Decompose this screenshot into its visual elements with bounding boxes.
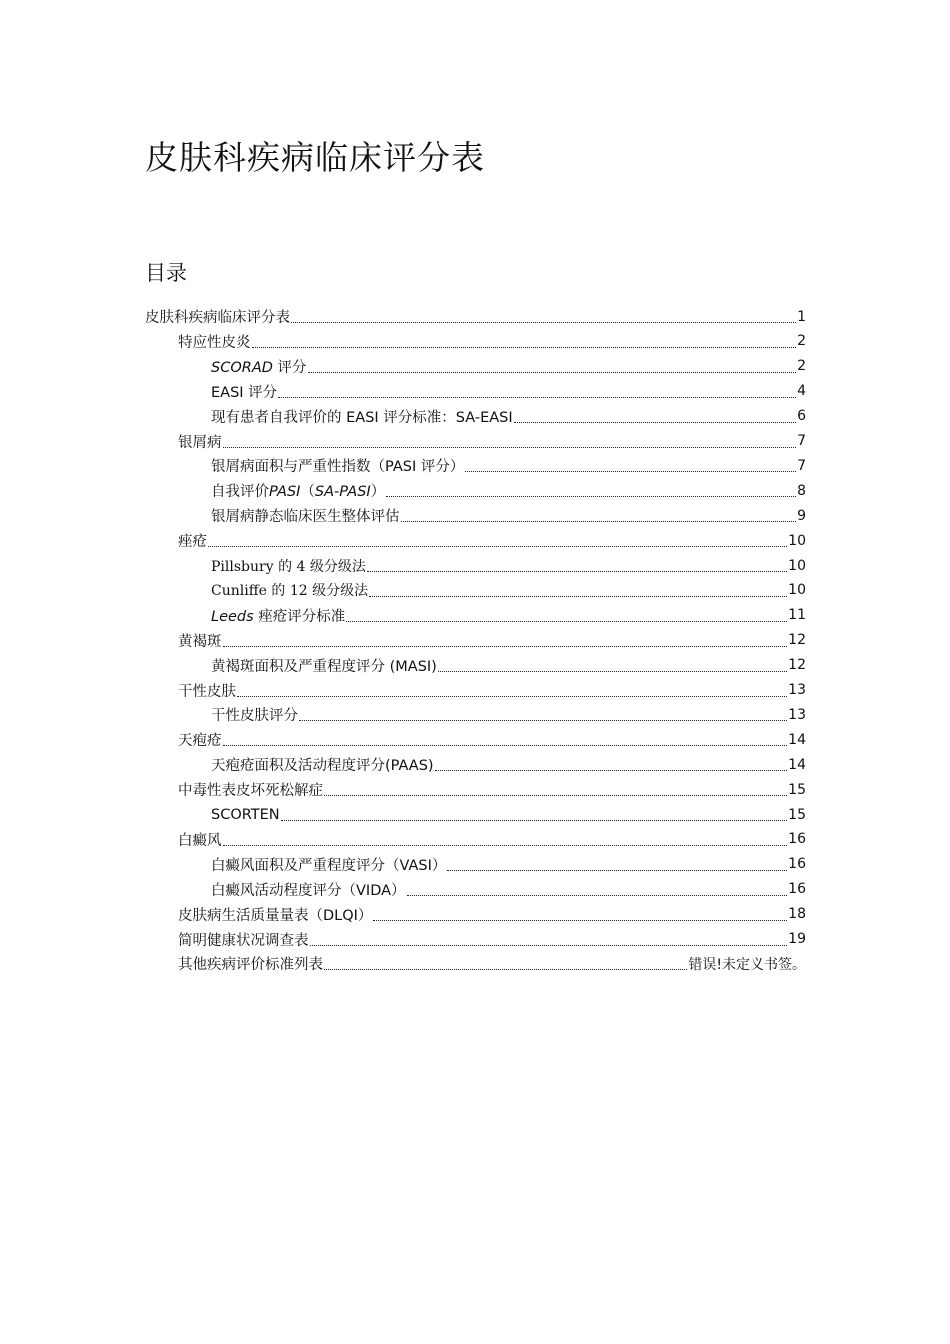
toc-leader-dots [324,967,687,970]
toc-entry[interactable] [178,927,806,952]
toc-leader-dots [308,370,797,373]
toc-entry-title [178,779,323,800]
toc-entry-title [211,406,513,427]
toc-entry-title-part: 白癜风 [178,832,222,849]
toc-leader-dots [310,943,788,946]
toc-page-number: 2 [797,358,806,375]
toc-leader-dots [369,594,787,597]
toc-leader-dots [438,669,787,672]
toc-entry-title-part: 天疱疮面积及活动程度评分(PAAS) [211,758,434,775]
toc-entry[interactable] [211,802,806,827]
toc-entry[interactable] [211,877,806,902]
toc-entry-title-part: 天疱疮 [178,733,222,750]
toc-entry-title [178,953,323,974]
toc-entry-title-part: EASI 评分 [211,384,278,401]
toc-entry[interactable] [211,404,806,429]
toc-entry-title [211,854,446,875]
toc-entry-title-part: 痤疮 [178,534,207,551]
toc-leader-dots [401,519,797,522]
toc-entry[interactable] [178,528,806,553]
toc-entry-title [178,729,222,750]
toc-page-number: 错误!未定义书签。 [688,956,806,973]
document-title: 皮肤科疾病临床评分表 [145,138,485,177]
toc-page-number: 14 [788,756,806,773]
toc-entry-title [178,929,309,950]
toc-entry-title [211,704,298,725]
toc-entry[interactable] [211,478,806,503]
toc-leader-dots [373,918,787,921]
toc-page-number: 16 [788,856,806,873]
toc-entry-title [211,455,464,476]
toc-leader-dots [278,395,796,398]
toc-entry-title [178,904,372,925]
toc-page-number: 16 [788,881,806,898]
toc-page-number: 11 [788,607,806,624]
toc-entry-title [211,381,277,402]
toc-entry-title-part: SCORTEN [211,806,280,823]
toc-entry-title [178,630,222,651]
toc-entry[interactable] [178,727,806,752]
toc-entry[interactable] [211,354,806,379]
toc-page-number: 6 [797,408,806,425]
toc-entry[interactable] [178,628,806,653]
toc-entry[interactable] [178,951,806,976]
toc-entry[interactable] [211,653,806,678]
toc-page-number: 14 [788,731,806,748]
toc-entry-title-part: Leeds [211,608,254,625]
toc-page-number: 18 [788,906,806,923]
toc-entry-title [178,431,222,452]
toc-entry-title-part: 评分 [272,359,307,376]
toc-entry-title-part: 黄褐斑面积及严重程度评分 (MASI) [211,658,437,675]
toc-page-number: 9 [797,507,806,524]
toc-entry-title-part: 白癜风活动程度评分（VIDA） [211,882,406,899]
toc-entry-title-part: 黄褐斑 [178,633,222,650]
toc-entry[interactable] [211,852,806,877]
toc-entry-title-part: 特应性皮炎 [178,334,251,351]
toc-entry-title [145,306,290,327]
toc-entry-title [211,480,385,501]
toc-entry-title-part: 自我评价 [211,484,269,501]
toc-entry-title [178,530,207,551]
toc-page-number: 2 [797,333,806,350]
toc-entry-title-part: 银屑病 [178,434,222,451]
toc-entry[interactable] [211,503,806,528]
toc-entry-title-part: SCORAD [211,359,273,376]
toc-entry-title [211,605,345,626]
toc-entry[interactable] [211,379,806,404]
toc-leader-dots [223,644,788,647]
toc-entry-title [178,680,236,701]
toc-entry-title [178,331,251,352]
toc-entry-title-part: 银屑病面积与严重性指数（PASI 评分） [211,459,465,476]
toc-leader-dots [281,818,788,821]
toc-entry-title [211,655,437,676]
toc-entry-title-part: 银屑病静态临床医生整体评估 [211,509,400,526]
toc-page-number: 4 [797,383,806,400]
toc-entry-title-part: 干性皮肤评分 [211,708,298,725]
toc-entry[interactable] [211,578,806,603]
toc-page-number: 7 [797,457,806,474]
toc-entry-title-part: Pillsbury 的 4 级分级法 [211,558,366,575]
toc-leader-dots [208,544,787,547]
toc-leader-dots [447,868,787,871]
toc-entry-title-part: 皮肤科疾病临床评分表 [145,310,290,326]
toc-entry-title-part: 其他疾病评价标准列表 [178,957,323,974]
toc-page-number: 15 [788,806,806,823]
toc-entry-title [211,879,406,900]
toc-leader-dots [299,718,787,721]
toc-page-number: 7 [797,433,806,449]
toc-leader-dots [386,494,796,497]
toc-leader-dots [514,420,796,423]
toc-entry[interactable] [178,777,806,802]
toc-entry-title-part: 皮肤病生活质量量表（DLQI） [178,907,373,924]
toc-entry-title [211,580,368,600]
toc-page-number: 10 [788,532,806,549]
toc-leader-dots [223,743,788,746]
toc-leader-dots [465,469,796,472]
toc-entry-title-part: Cunliffe 的 12 级分级法 [211,583,369,600]
toc-heading: 目录 [145,261,187,285]
toc-entry-title-part: PASI [269,484,301,501]
toc-entry[interactable] [145,304,806,329]
toc-page-number: 16 [788,831,806,848]
toc-leader-dots [407,893,788,896]
toc-page-number: 8 [797,482,806,499]
toc-entry[interactable] [178,429,806,454]
toc-leader-dots [346,619,787,622]
toc-leader-dots [367,569,787,572]
toc-entry[interactable] [211,702,806,727]
toc-entry-title-part: 痤疮评分标准 [253,608,346,625]
toc-entry-title-part: SA-PASI [314,484,371,501]
toc-leader-dots [435,768,788,771]
toc-entry-title-part: （ [300,484,315,501]
toc-entry-title [178,829,222,850]
toc-entry[interactable] [211,453,806,478]
toc-leader-dots [223,445,797,448]
toc-entry[interactable] [178,902,806,927]
toc-entry-title-part: 简明健康状况调查表 [178,932,309,949]
toc-entry-title [211,505,400,526]
toc-entry-title [211,556,366,576]
toc-entry[interactable] [178,329,806,354]
toc-entry-title-part: 白癜风面积及严重程度评分（VASI） [211,857,447,874]
toc-entry-title-part: ） [370,484,386,501]
toc-leader-dots [291,320,796,323]
toc-entry-title-part: 干性皮肤 [178,683,236,700]
toc-leader-dots [252,345,797,348]
toc-page-number: 15 [788,781,806,798]
toc-page-number: 19 [788,931,806,947]
toc-page-number: 13 [788,682,806,698]
toc-leader-dots [237,694,787,697]
toc-page-number: 10 [788,557,806,574]
toc-entry-title-part: 中毒性表皮坏死松解症 [178,783,323,800]
toc-entry-title [211,807,280,823]
toc-entry[interactable] [178,827,806,852]
toc-page-number: 12 [788,632,806,649]
toc-entry[interactable] [211,553,806,578]
toc-entry[interactable] [178,678,806,703]
toc-entry-title [211,754,434,775]
toc-page-number: 12 [788,657,806,674]
toc-entry-title [211,356,307,377]
toc-page-number: 13 [788,706,806,723]
toc-page-number: 1 [797,308,806,325]
toc-entry[interactable] [211,603,806,628]
toc-leader-dots [324,793,787,796]
toc-entry-title-part: 现有患者自我评价的 EASI 评分标准：SA-EASI [211,409,513,426]
toc-page-number: 10 [788,582,806,599]
toc-leader-dots [223,843,788,846]
toc-entry[interactable] [211,752,806,777]
